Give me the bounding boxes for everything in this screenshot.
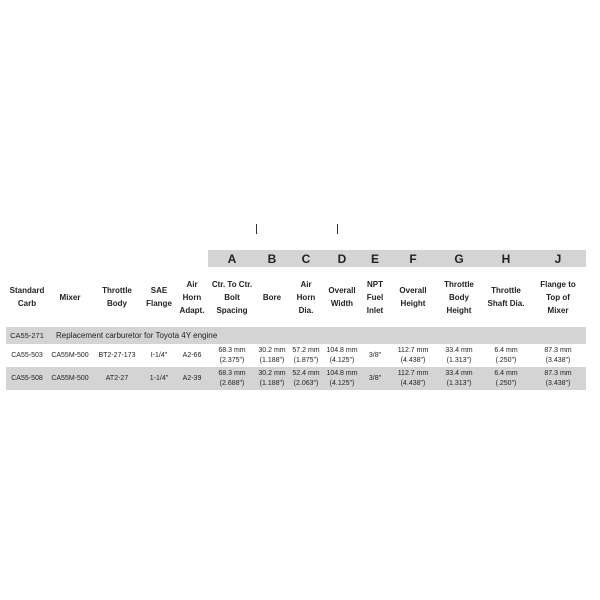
cell-value: CA55M-500	[51, 374, 89, 382]
cell-value: (2.688")	[219, 379, 245, 387]
cell-value: 57.2 mm	[292, 346, 320, 354]
table-row	[6, 367, 586, 390]
cell-value: 6.4 mm	[494, 346, 518, 354]
cell-value: 104.8 mm	[326, 369, 358, 377]
table-cell	[530, 344, 586, 367]
table-cell	[6, 344, 48, 367]
cell-value: (4.125")	[329, 379, 355, 387]
cell-value: CA55-508	[11, 374, 43, 382]
table-cell	[530, 367, 586, 390]
column-header	[92, 267, 142, 327]
column-header-line: Bolt	[224, 292, 240, 302]
column-header-line: Flange to	[540, 279, 576, 289]
cell-value: (4.438")	[400, 379, 426, 387]
table-cell	[92, 344, 142, 367]
column-header	[176, 267, 208, 327]
cell-value: (2.375")	[219, 356, 245, 364]
cell-value: 30.2 mm	[258, 346, 286, 354]
column-header-line: Inlet	[366, 305, 384, 315]
column-header-line: Height	[400, 299, 426, 308]
note-part-number: CA55-271	[6, 327, 48, 344]
table-cell	[360, 344, 390, 367]
column-letter-blank	[142, 250, 176, 267]
column-header-line: Horn	[296, 292, 316, 302]
cell-value: I-1/4"	[150, 351, 168, 359]
column-header-line: Body	[449, 292, 469, 302]
column-header	[208, 267, 256, 327]
column-header	[324, 267, 360, 327]
cell-value: 87.3 mm	[544, 346, 572, 354]
note-description: Replacement carburetor for Toyota 4Y engine	[48, 327, 586, 344]
column-letter-e: E	[360, 250, 390, 267]
table-cell	[6, 367, 48, 390]
column-header-line: Spacing	[216, 305, 248, 315]
column-header-line: Top of	[546, 292, 570, 302]
table-cell	[48, 344, 92, 367]
table-cell	[208, 344, 256, 367]
column-header-line: Adapt.	[179, 305, 205, 315]
column-header	[360, 267, 390, 327]
column-header-row	[6, 267, 586, 327]
column-letter-g: G	[436, 250, 482, 267]
cell-value: CA55-503	[11, 351, 43, 359]
column-header-line: Horn	[182, 292, 202, 302]
column-header-line: NPT	[367, 279, 383, 289]
column-header-line: Throttle	[491, 286, 521, 295]
column-header-line: Flange	[146, 299, 172, 308]
column-header-line: Carb	[17, 299, 37, 308]
column-letter-c: C	[288, 250, 324, 267]
column-header-line: Air	[300, 279, 312, 289]
cell-value: 104.8 mm	[326, 346, 358, 354]
table-cell	[360, 367, 390, 390]
cell-value: 87.3 mm	[544, 369, 572, 377]
column-markers	[0, 224, 600, 236]
column-letter-blank	[48, 250, 92, 267]
column-header-line: Overall	[399, 286, 427, 295]
column-letter-h: H	[482, 250, 530, 267]
cell-value: (3.438")	[545, 356, 571, 364]
column-header	[142, 267, 176, 327]
cell-value: 52.4 mm	[292, 369, 320, 377]
table-cell	[390, 367, 436, 390]
cell-value: 3/8"	[368, 351, 382, 359]
column-header-line: Standard	[9, 286, 45, 295]
column-header-line: Throttle	[444, 279, 474, 289]
table-cell	[482, 367, 530, 390]
cell-value: 3/8"	[368, 374, 382, 382]
cell-value: (.250")	[495, 356, 517, 364]
cell-value: AT2-27	[105, 374, 129, 382]
table-cell	[142, 367, 176, 390]
cell-value: 33.4 mm	[445, 369, 473, 377]
cell-value: 33.4 mm	[445, 346, 473, 354]
column-header	[482, 267, 530, 327]
table-row	[6, 344, 586, 367]
spec-table	[6, 250, 586, 390]
column-header-line: Shaft Dia.	[487, 299, 525, 308]
column-header-line: Height	[446, 305, 472, 315]
column-letter-j: J	[530, 250, 586, 267]
column-header-line: Bore	[262, 292, 282, 302]
column-header-line: Mixer	[547, 305, 569, 315]
column-header	[48, 267, 92, 327]
column-header-line: Body	[107, 299, 127, 308]
column-header-line: Ctr. To Ctr.	[211, 279, 253, 289]
cell-value: (2.063")	[293, 379, 319, 387]
cell-value: 68.3 mm	[218, 369, 246, 377]
cell-value: A2-39	[182, 374, 202, 382]
cell-value: A2-66	[182, 351, 202, 359]
marker-tick	[256, 224, 257, 234]
marker-tick	[337, 224, 338, 234]
table-cell	[436, 344, 482, 367]
table-cell	[176, 344, 208, 367]
table-cell	[142, 344, 176, 367]
table-cell	[436, 367, 482, 390]
table-cell	[324, 367, 360, 390]
table-cell	[390, 344, 436, 367]
column-header-line: Fuel	[366, 292, 384, 302]
table-cell	[92, 367, 142, 390]
column-letter-a: A	[208, 250, 256, 267]
column-letter-b: B	[256, 250, 288, 267]
cell-value: (1.188")	[259, 379, 285, 387]
column-header-line: Dia.	[298, 305, 314, 315]
cell-value: 6.4 mm	[494, 369, 518, 377]
column-letter-f: F	[390, 250, 436, 267]
cell-value: (4.125")	[329, 356, 355, 364]
column-header-line: Mixer	[59, 292, 81, 302]
table-cell	[256, 367, 288, 390]
cell-value: (1.313")	[446, 356, 472, 364]
column-letter-blank	[6, 250, 48, 267]
column-header-line: Air	[186, 279, 198, 289]
column-header	[390, 267, 436, 327]
cell-value: BT2-27-173	[98, 351, 136, 359]
table-cell	[482, 344, 530, 367]
cell-value: 112.7 mm	[397, 369, 429, 377]
cell-value: CA55M-500	[51, 351, 89, 359]
column-letter-blank	[176, 250, 208, 267]
column-letter-d: D	[324, 250, 360, 267]
column-header	[436, 267, 482, 327]
column-header-line: Overall	[328, 286, 356, 295]
cell-value: (1.875")	[293, 356, 319, 364]
column-header	[530, 267, 586, 327]
cell-value: (1.313")	[446, 379, 472, 387]
table-cell	[288, 367, 324, 390]
table-cell	[48, 367, 92, 390]
cell-value: (4.438")	[400, 356, 426, 364]
note-row	[6, 327, 586, 344]
cell-value: 112.7 mm	[397, 346, 429, 354]
column-header-line: SAE	[150, 286, 168, 295]
column-header	[6, 267, 48, 327]
cell-value: 30.2 mm	[258, 369, 286, 377]
column-letter-row	[6, 250, 586, 267]
table-cell	[208, 367, 256, 390]
cell-value: 1-1/4"	[149, 374, 169, 382]
column-header-line: Width	[330, 299, 354, 308]
table-cell	[324, 344, 360, 367]
table-cell	[176, 367, 208, 390]
table-cell	[256, 344, 288, 367]
column-letter-blank	[92, 250, 142, 267]
column-header	[256, 267, 288, 327]
column-header	[288, 267, 324, 327]
cell-value: 68.3 mm	[218, 346, 246, 354]
column-header-line: Throttle	[102, 286, 132, 295]
cell-value: (3.438")	[545, 379, 571, 387]
cell-value: (1.188")	[259, 356, 285, 364]
table-cell	[288, 344, 324, 367]
cell-value: (.250")	[495, 379, 517, 387]
